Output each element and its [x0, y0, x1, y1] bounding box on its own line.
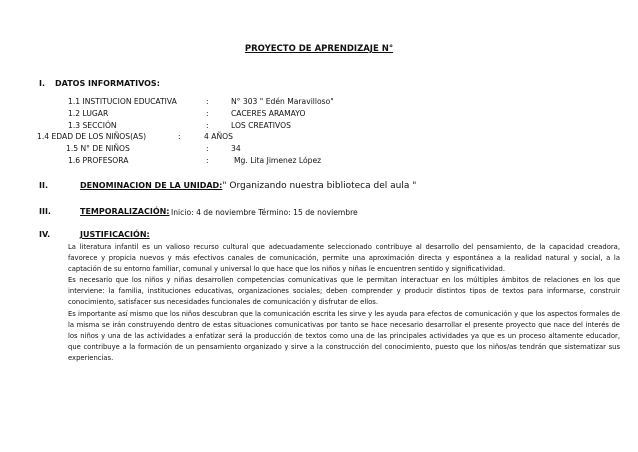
section-3-number: III. [39, 207, 51, 216]
schedule-value: Inicio: 4 de noviembre Término: 15 de noviembre [171, 208, 358, 217]
info-colon: : [206, 156, 209, 165]
info-colon: : [178, 132, 181, 141]
justification-paragraph: La literatura infantil es un valioso recurso cultural que adecuadamente seleccionado contribuye al desarrollo del pensamiento, de la capacidad creadora, favorece y propicia nuevos y más efectivos canales de comunicación, permite una aproximación directa y espontánea a la realidad natural y social, a la captación de su entorno familiar, comunal y universal lo que hace que los niños y niñas le encuentren sentido y significatividad. [68, 243, 620, 274]
info-value: 4 AÑOS [204, 132, 233, 141]
document-title: PROYECTO DE APRENDIZAJE N° [244, 44, 394, 54]
section-1-number: I. [39, 79, 46, 88]
info-label: 1.4 EDAD DE LOS NIÑOS(AS) [37, 132, 147, 141]
section-2-number: II. [39, 181, 48, 190]
section-1-heading: DATOS INFORMATIVOS: [55, 79, 160, 88]
section-4-heading: JUSTIFICACIÓN: [80, 230, 150, 239]
info-value: Mg. Lita Jimenez López [234, 156, 322, 165]
info-colon: : [206, 144, 209, 153]
info-value: CACERES ARAMAYO [231, 109, 306, 118]
info-label: 1.5 N° DE NIÑOS [66, 144, 130, 153]
info-value: N° 303 " Edén Maravilloso" [231, 97, 334, 106]
section-3-heading: TEMPORALIZACIÓN: [80, 207, 170, 216]
justification-text [68, 242, 620, 364]
section-2-line [80, 181, 416, 191]
info-colon: : [206, 109, 209, 118]
info-label: 1.2 LUGAR [68, 109, 109, 118]
section-4-number: IV. [39, 230, 51, 239]
info-colon: : [206, 97, 209, 106]
justification-paragraph: Es necesario que los niños y niñas desarrollen competencias comunicativas que le permitan interactuar en los múltiples ámbitos de relaciones en los que interviene: la familia, instituciones educativas, organizaciones sociales; deben comprender y producir distintos tipos de textos para informarse, construir conocimiento, satisfacer sus necesidades funcionales de comunicación y disfrutar de ellos. [68, 276, 620, 307]
info-label: 1.6 PROFESORA [68, 156, 129, 165]
info-value: 34 [231, 144, 241, 153]
info-label: 1.3 SECCIÓN [68, 121, 117, 130]
info-label: 1.1 INSTITUCION EDUCATIVA [68, 97, 177, 106]
unit-name: " Organizando nuestra biblioteca del aula " [222, 181, 417, 191]
info-value: LOS CREATIVOS [231, 121, 291, 130]
justification-paragraph: Es importante así mismo que los niños descubran que la comunicación escrita les sirve y les ayuda para efectos de comunicación y que los aspectos formales de la misma se irán construyendo dentro de estas situaciones comunicativas por tanto se hace necesario desarrollar el presente proyecto que nace del interés de los niños y una de las actividades a enfatizar será la producción de textos como una de las principales actividades ya que es un proceso altamente educador, que contribuye a la formación de un pensamiento organizado y sirve a la construcción del conocimiento, puesto que los niños/as tendrán que sistematizar sus experiencias. [68, 309, 620, 362]
section-2-heading: DENOMINACION DE LA UNIDAD: [80, 181, 223, 190]
info-colon: : [206, 121, 209, 130]
